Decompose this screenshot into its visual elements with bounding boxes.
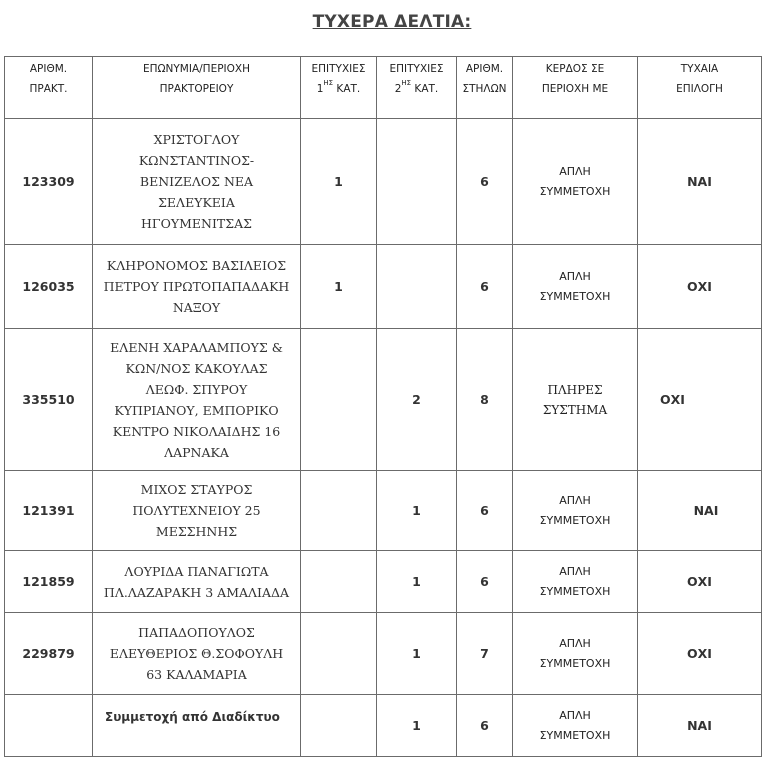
agency-cell [93,613,301,695]
table-row [5,551,762,613]
gain-line: ΣΥΜΜΕΤΟΧΗ [539,728,611,742]
header-cat1-line1: ΕΠΙΤΥΧΙΕΣ [311,63,366,75]
gain-line: ΣΥΣΤΗΜΑ [542,402,608,417]
random-cell: ΟΧΙ [638,551,762,613]
header-cat2-rest: ΚΑΤ. [411,83,439,95]
random-cell: ΟΧΙ [638,245,762,329]
agency-cell [93,329,301,471]
header-columns [457,57,513,119]
gain-cell [513,613,638,695]
agency-line: ΠΟΛΥΤΕΧΝΕΙΟΥ 25 [132,503,261,518]
gain-line: ΠΛΗΡΕΣ [547,382,603,397]
table-row [5,613,762,695]
gain-line: ΣΥΜΜΕΤΟΧΗ [539,584,611,598]
gain-line: ΣΥΜΜΕΤΟΧΗ [539,184,611,198]
gain-cell [513,119,638,245]
columns-cell: 6 [457,551,513,613]
agency-line: ΗΓΟΥΜΕΝΙΤΣΑΣ [141,216,252,231]
cat2-cell [377,245,457,329]
winning-tickets-table [4,56,762,757]
agent-id-cell: 335510 [5,329,93,471]
random-cell: ΝΑΙ [638,119,762,245]
header-agency-line2: ΠΡΑΚΤΟΡΕΙΟΥ [159,83,234,95]
agency-line: ΕΛΕΝΗ ΧΑΡΑΛΑΜΠΟΥΣ & [110,339,283,355]
columns-cell: 6 [457,695,513,757]
agency-line: ΛΑΡΝΑΚΑ [164,444,229,460]
gain-cell [513,551,638,613]
agency-line: 63 ΚΑΛΑΜΑΡΙΑ [146,667,247,682]
header-agency-line1: ΕΠΩΝΥΜΙΑ/ΠΕΡΙΟΧΗ [142,63,250,75]
gain-line: ΑΠΛΗ [559,708,591,722]
header-agent-id-line2: ΠΡΑΚΤ. [29,83,68,95]
header-agent-id [5,57,93,119]
columns-cell: 6 [457,245,513,329]
columns-cell: 7 [457,613,513,695]
header-gain [513,57,638,119]
agency-line: ΛΟΥΡΙΔΑ ΠΑΝΑΓΙΩΤΑ [124,563,269,579]
cat1-cell [301,613,377,695]
gain-cell [513,245,638,329]
header-cat1-sup: ΗΣ [323,79,334,87]
agency-line: ΠΕΤΡΟΥ ΠΡΩΤΟΠΑΠΑΔΑΚΗ [103,279,290,294]
agency-line: ΚΩΝΣΤΑΝΤΙΝΟΣ- [138,153,255,168]
header-cat1-rest: ΚΑΤ. [333,83,361,95]
agency-line: ΝΑΞΟΥ [172,300,221,315]
header-columns-line1: ΑΡΙΘΜ. [465,63,504,75]
header-gain-line1: ΚΕΡΔΟΣ ΣΕ [545,63,605,75]
header-cat1-num: 1 [316,83,324,95]
table-header-row [5,57,762,119]
gain-line: ΑΠΛΗ [559,564,591,578]
cat1-cell [301,471,377,551]
cat2-cell: 1 [377,551,457,613]
header-cat2-sup: ΗΣ [401,79,412,87]
agency-cell [93,551,301,613]
gain-cell [513,471,638,551]
header-random-line2: ΕΠΙΛΟΓΗ [676,83,723,95]
agency-line: ΛΕΩΦ. ΣΠΥΡΟΥ [145,381,248,397]
agent-id-cell: 123309 [5,119,93,245]
agency-line: ΣΕΛΕΥΚΕΙΑ [158,195,235,210]
agency-line: ΠΑΠΑΔΟΠΟΥΛΟΣ [138,625,255,640]
agency-line: ΚΩΝ/ΝΟΣ ΚΑΚΟΥΛΑΣ [125,360,268,376]
table-row [5,695,762,757]
header-cat2-num: 2 [394,83,402,95]
cat1-cell [301,551,377,613]
columns-cell: 6 [457,471,513,551]
header-cat2-line1: ΕΠΙΤΥΧΙΕΣ [389,63,444,75]
table-row [5,119,762,245]
random-cell: ΝΑΙ [638,471,762,551]
columns-cell: 8 [457,329,513,471]
header-agent-id-line1: ΑΡΙΘΜ. [29,63,68,75]
agent-id-cell [5,695,93,757]
cat1-cell: 1 [301,119,377,245]
random-cell: ΝΑΙ [638,695,762,757]
cat2-cell: 2 [377,329,457,471]
agent-id-cell: 121859 [5,551,93,613]
page-title: ΤΥΧΕΡΑ ΔΕΛΤΙΑ: [312,12,472,32]
header-random [638,57,762,119]
cat1-cell [301,695,377,757]
cat2-cell [377,119,457,245]
cat2-cell: 1 [377,613,457,695]
gain-line: ΣΥΜΜΕΤΟΧΗ [539,513,611,527]
agency-line: ΜΙΧΟΣ ΣΤΑΥΡΟΣ [140,482,253,497]
gain-line: ΣΥΜΜΕΤΟΧΗ [539,656,611,670]
header-columns-line2: ΣΤΗΛΩΝ [462,83,507,95]
columns-cell: 6 [457,119,513,245]
gain-line: ΣΥΜΜΕΤΟΧΗ [539,289,611,303]
cat1-cell [301,329,377,471]
agency-cell [93,471,301,551]
gain-line: ΑΠΛΗ [559,636,591,650]
gain-line: ΑΠΛΗ [559,493,591,507]
header-cat2 [377,57,457,119]
agency-line: ΠΛ.ΛΑΖΑΡΑΚΗ 3 ΑΜΑΛΙΑΔΑ [103,584,290,600]
cat1-cell: 1 [301,245,377,329]
table-row [5,245,762,329]
table-row [5,471,762,551]
agency-line: ΜΕΣΣΗΝΗΣ [155,524,238,539]
agency-cell [93,695,301,757]
agency-line: ΒΕΝΙΖΕΛΟΣ ΝΕΑ [139,174,254,189]
cat2-cell: 1 [377,471,457,551]
gain-line: ΑΠΛΗ [559,164,591,178]
agency-cell [93,119,301,245]
gain-cell [513,695,638,757]
header-agency [93,57,301,119]
agent-id-cell: 121391 [5,471,93,551]
agency-line: ΕΛΕΥΘΕΡΙΟΣ Θ.ΣΟΦΟΥΛΗ [109,646,284,661]
agency-line: ΚΥΠΡΙΑΝΟΥ, ΕΜΠΟΡΙΚΟ [114,402,279,418]
gain-line: ΑΠΛΗ [559,269,591,283]
table-row [5,329,762,471]
agency-cell [93,245,301,329]
random-cell: ΟΧΙ [638,329,762,471]
random-cell: ΟΧΙ [638,613,762,695]
header-gain-line2: ΠΕΡΙΟΧΗ ΜΕ [541,83,609,95]
agency-line: ΚΕΝΤΡΟ ΝΙΚΟΛΑΙΔΗΣ 16 [112,423,281,439]
agent-id-cell: 126035 [5,245,93,329]
agency-line: Συμμετοχή από Διαδίκτυο [105,710,280,724]
gain-cell [513,329,638,471]
cat2-cell: 1 [377,695,457,757]
header-random-line1: ΤΥΧΑΙΑ [680,63,719,75]
agency-line: ΧΡΙΣΤΟΓΛΟΥ [153,132,240,147]
agency-line: ΚΛΗΡΟΝΟΜΟΣ ΒΑΣΙΛΕΙΟΣ [106,258,287,273]
agent-id-cell: 229879 [5,613,93,695]
header-cat1 [301,57,377,119]
